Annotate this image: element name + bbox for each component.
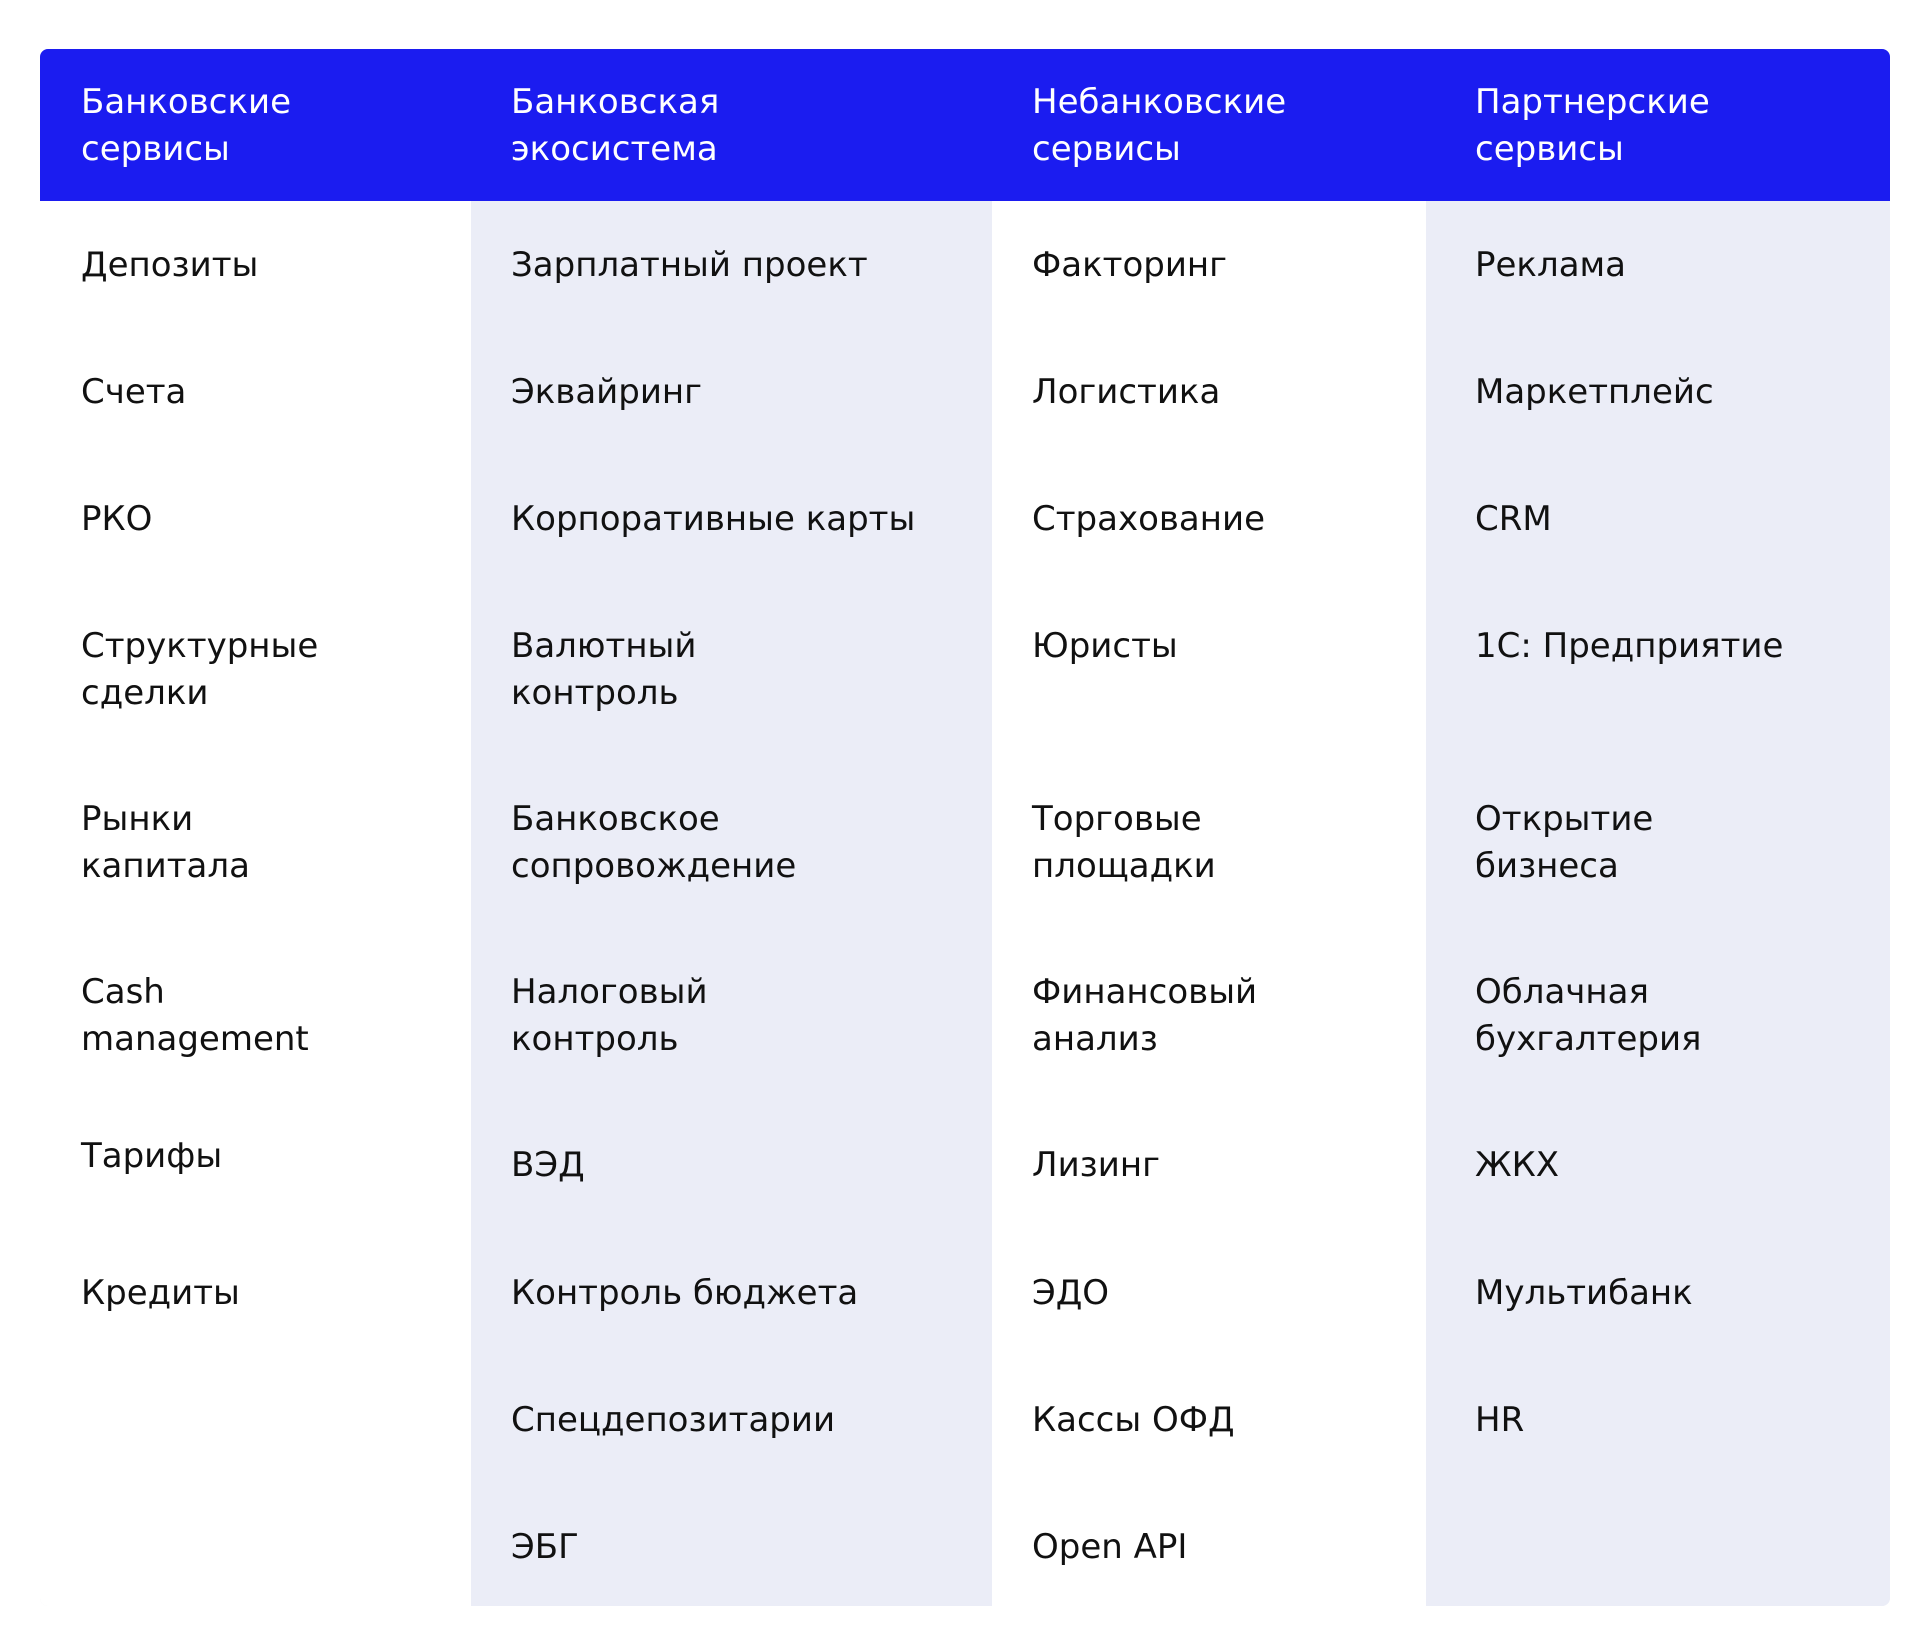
list-item: Депозиты xyxy=(81,245,259,285)
list-item: Факторинг xyxy=(1032,245,1228,285)
list-item: ВЭД xyxy=(511,1145,585,1185)
header-partner-services: Партнерские сервисы xyxy=(1475,82,1710,169)
list-item: Мультибанк xyxy=(1475,1273,1693,1313)
list-item: Облачная бухгалтерия xyxy=(1475,972,1702,1059)
services-table xyxy=(40,49,1890,1606)
list-item: CRM xyxy=(1475,499,1552,539)
list-item: Налоговый контроль xyxy=(511,972,708,1059)
list-item: ЖКХ xyxy=(1475,1145,1560,1185)
list-item: Счета xyxy=(81,372,187,412)
list-item: ЭДО xyxy=(1032,1273,1110,1313)
list-item: HR xyxy=(1475,1400,1525,1440)
list-item: РКО xyxy=(81,499,153,539)
header-banking-services: Банковские сервисы xyxy=(81,82,292,169)
list-item: Эквайринг xyxy=(511,372,703,412)
list-item: Валютный контроль xyxy=(511,626,697,713)
list-item: Open API xyxy=(1032,1527,1188,1567)
header-nonbanking-services: Небанковские сервисы xyxy=(1032,82,1287,169)
list-item: Кредиты xyxy=(81,1273,240,1313)
list-item: Страхование xyxy=(1032,499,1266,539)
header-banking-ecosystem: Банковская экосистема xyxy=(511,82,720,169)
list-item: Кассы ОФД xyxy=(1032,1400,1235,1440)
list-item: 1С: Предприятие xyxy=(1475,626,1784,666)
list-item: Торговые площадки xyxy=(1032,799,1216,886)
list-item: Тарифы xyxy=(81,1136,223,1176)
list-item: Контроль бюджета xyxy=(511,1273,859,1313)
list-item: Лизинг xyxy=(1032,1145,1160,1185)
list-item: Логистика xyxy=(1032,372,1221,412)
list-item: Структурные сделки xyxy=(81,626,319,713)
list-item: Открытие бизнеса xyxy=(1475,799,1654,886)
list-item: Финансовый анализ xyxy=(1032,972,1258,1059)
list-item: Юристы xyxy=(1032,626,1178,666)
list-item: Cash management xyxy=(81,972,309,1059)
list-item: Рынки капитала xyxy=(81,799,250,886)
list-item: Зарплатный проект xyxy=(511,245,868,285)
list-item: Корпоративные карты xyxy=(511,499,916,539)
list-item: ЭБГ xyxy=(511,1527,579,1567)
list-item: Маркетплейс xyxy=(1475,372,1714,412)
list-item: Банковское сопровождение xyxy=(511,799,797,886)
list-item: Реклама xyxy=(1475,245,1627,285)
list-item: Спецдепозитарии xyxy=(511,1400,836,1440)
